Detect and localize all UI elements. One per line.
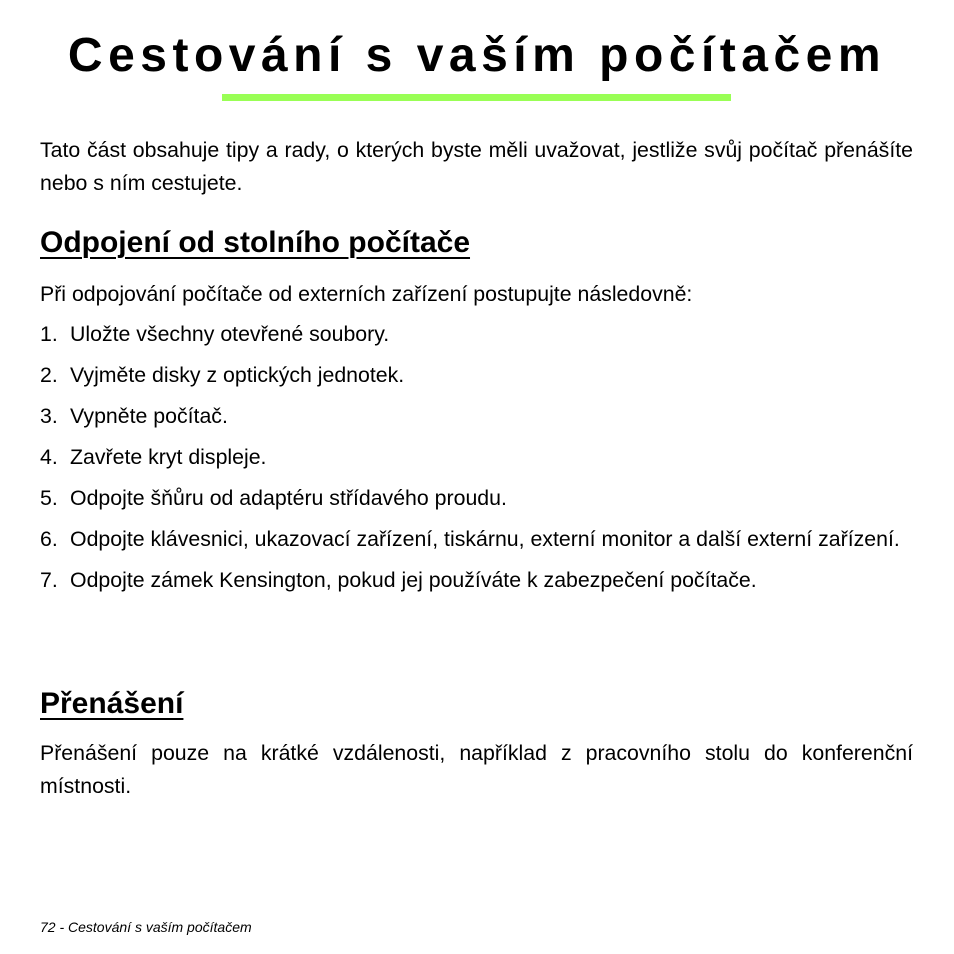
carrying-paragraph: Přenášení pouze na krátké vzdálenosti, například z pracovního stolu do konferenční místnosti. [40,741,913,798]
title-underline-bar [222,94,731,101]
list-item-number: 2. [40,363,58,387]
list-item [40,441,913,474]
list-item-text: Uložte všechny otevřené soubory. [70,322,390,346]
list-item-number: 1. [40,322,58,346]
page-title: Cestování s vaším počítačem [67,29,887,82]
list-item [40,523,913,556]
list-item-number: 5. [40,486,58,510]
list-item [40,318,913,351]
list-item-number: 6. [40,527,58,551]
page-footer: 72 - Cestování s vaším počítačem [40,919,252,935]
list-item-number: 7. [40,568,58,592]
list-item [40,359,913,392]
list-item-text: Odpojte klávesnici, ukazovací zařízení, tiskárnu, externí monitor a další externí zařízení. [70,527,900,551]
list-item-text: Odpojte šňůru od adaptéru střídavého proudu. [70,486,507,510]
section-heading-disconnect: Odpojení od stolního počítače [40,226,471,259]
intro-paragraph: Tato část obsahuje tipy a rady, o kterých byste měli uvažovat, jestliže svůj počítač přenášíte nebo s ním cestujete. [40,138,913,195]
section-heading-carrying: Přenášení [40,687,184,720]
list-item-text: Zavřete kryt displeje. [70,445,267,469]
list-item-number: 4. [40,445,58,469]
list-item [40,482,913,515]
list-item-number: 3. [40,404,58,428]
list-item [40,400,913,433]
list-item-text: Vyjměte disky z optických jednotek. [70,363,405,387]
list-item [40,564,913,597]
list-item-text: Vypněte počítač. [70,404,228,428]
disconnect-lead-paragraph: Při odpojování počítače od externích zařízení postupujte následovně: [40,282,693,306]
list-item-text: Odpojte zámek Kensington, pokud jej používáte k zabezpečení počítače. [70,568,757,592]
disconnect-steps-list [40,318,913,605]
